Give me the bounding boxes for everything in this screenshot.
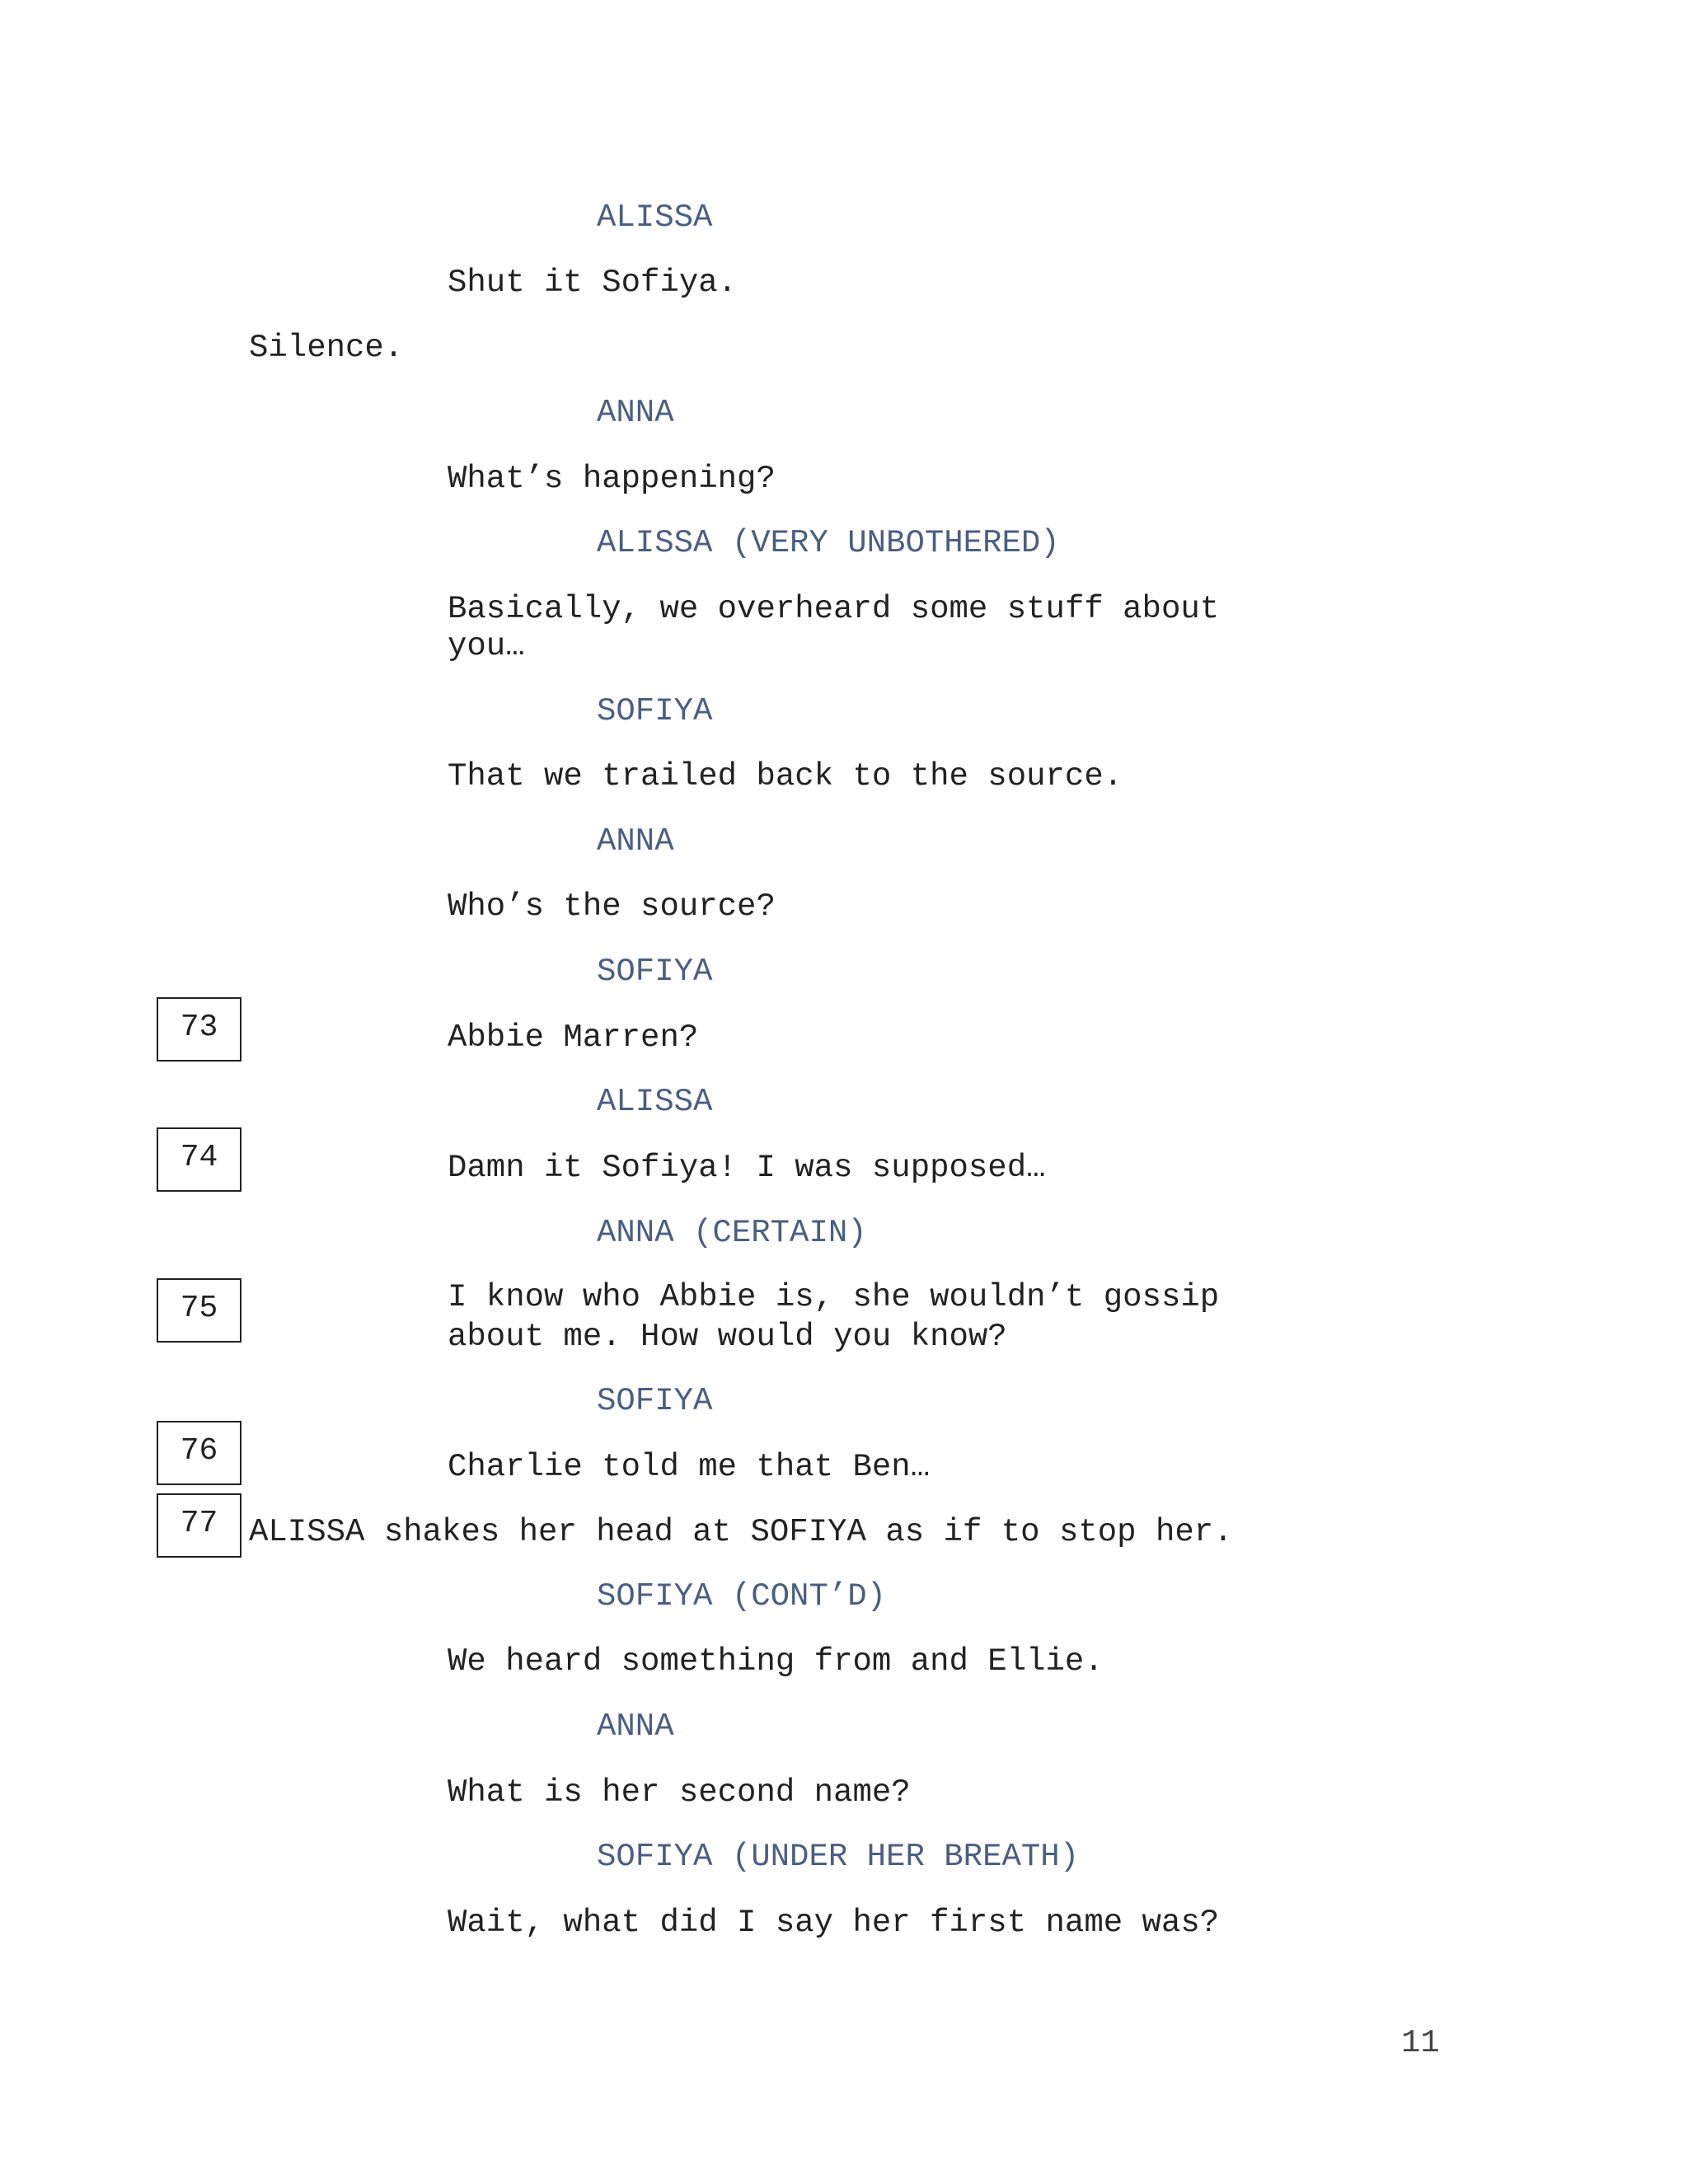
dialogue-line: We heard something from and Ellie. <box>448 1643 1104 1680</box>
character-name: ALISSA (VERY UNBOTHERED) <box>597 525 1060 561</box>
dialogue-line: That we trailed back to the source. <box>448 758 1123 794</box>
dialogue-line: Charlie told me that Ben… <box>448 1449 931 1485</box>
dialogue-line: Damn it Sofiya! I was supposed… <box>448 1150 1046 1186</box>
dialogue-line: you… <box>448 628 525 664</box>
dialogue-line: What is her second name? <box>448 1774 911 1811</box>
line-number-box: 73 <box>157 997 241 1062</box>
character-name: SOFIYA (UNDER HER BREATH) <box>597 1839 1080 1875</box>
dialogue-line: Wait, what did I say her first name was? <box>448 1905 1220 1941</box>
character-name: ALISSA <box>597 199 713 236</box>
dialogue-line: Who’s the source? <box>448 888 776 925</box>
character-name: SOFIYA <box>597 693 713 729</box>
line-number-box: 77 <box>157 1493 241 1558</box>
character-name: ANNA <box>597 395 674 431</box>
character-name: SOFIYA (CONT’D) <box>597 1578 887 1615</box>
character-name: ANNA <box>597 823 674 860</box>
character-name: SOFIYA <box>597 954 713 990</box>
line-number-box: 76 <box>157 1421 241 1485</box>
dialogue-line: Abbie Marren? <box>448 1019 699 1056</box>
dialogue-line: about me. How would you know? <box>448 1319 1007 1355</box>
character-name: ANNA (CERTAIN) <box>597 1215 867 1251</box>
character-name: ANNA <box>597 1708 674 1745</box>
dialogue-line: Basically, we overheard some stuff about <box>448 591 1220 627</box>
character-name: ALISSA <box>597 1084 713 1120</box>
action-line: Silence. <box>249 330 404 366</box>
dialogue-line: What’s happening? <box>448 461 776 497</box>
dialogue-line: I know who Abbie is, she wouldn’t gossip <box>448 1279 1220 1315</box>
character-name: SOFIYA <box>597 1383 713 1419</box>
line-number-box: 75 <box>157 1278 241 1343</box>
dialogue-line: Shut it Sofiya. <box>448 265 738 301</box>
action-line: ALISSA shakes her head at SOFIYA as if to stop her. <box>249 1514 1233 1550</box>
line-number-box: 74 <box>157 1127 241 1192</box>
page-number: 11 <box>1401 2025 1440 2061</box>
